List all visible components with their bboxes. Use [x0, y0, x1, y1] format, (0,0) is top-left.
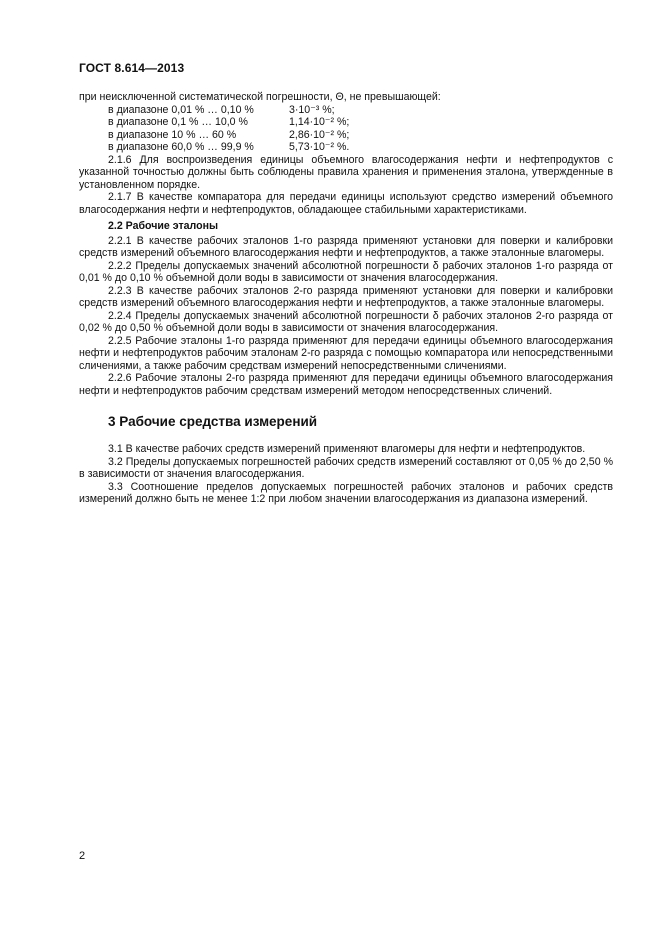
range-row [79, 104, 613, 117]
paragraph-2-2-4: 2.2.4 Пределы допускаемых значений абсолютной погрешности δ рабочих эталонов 2-го разряда от 0,02 % до 0,50 % объемной доли воды в зависимости от значения влагосодержания. [79, 309, 613, 334]
error-range-list [79, 104, 613, 154]
paragraph-2-1-7: 2.1.7 В качестве компаратора для передачи единицы используют средство измерений объемного влагосодержания нефти и нефтепродуктов, обладающее стабильными характеристиками. [79, 191, 613, 216]
range-label: в диапазоне 0,1 % … 10,0 % [108, 116, 248, 128]
range-label: в диапазоне 0,01 % … 0,10 % [108, 103, 254, 116]
range-value: 3·10⁻³ %; [289, 103, 335, 116]
section-heading: 3 Рабочие средства измерений [108, 414, 318, 429]
range-row [79, 116, 613, 129]
range-row [79, 129, 613, 142]
paragraph-2-2-1: 2.2.1 В качестве рабочих эталонов 1-го разряда применяют установки для поверки и калибровки средств измерений объемного влагосодержания нефти и нефтепродуктов, а также эталонные влагомеры. [79, 234, 613, 259]
intro-line: при неисключенной систематической погрешности, Θ, не превышающей: [79, 91, 441, 103]
paragraph-2-2-6: 2.2.6 Рабочие эталоны 2-го разряда применяют для передачи единицы объемного влагосодержания нефти и нефтепродуктов рабочим средствам измерений методом непосредственных сличений. [79, 372, 613, 397]
range-label: в диапазоне 60,0 % … 99,9 % [108, 141, 254, 153]
range-value: 2,86·10⁻² %; [289, 128, 350, 141]
range-row [79, 141, 613, 154]
range-value: 1,14·10⁻² %; [289, 116, 350, 128]
page-number: 2 [79, 850, 86, 862]
paragraph-2-1-6: 2.1.6 Для воспроизведения единицы объемного влагосодержания нефти и нефтепродуктов с указанной точностью должны быть соблюдены правила хранения и применения эталона, утвержденные в установленном порядке. [79, 153, 613, 191]
document-header: ГОСТ 8.614—2013 [79, 61, 185, 75]
page-body [79, 91, 613, 506]
paragraph-3-2: 3.2 Пределы допускаемых погрешностей рабочих средств измерений составляют от 0,05 % до 2,50 % в зависимости от значения влагосодержания. [79, 455, 613, 480]
subsection-heading: 2.2 Рабочие эталоны [108, 220, 219, 232]
range-value: 5,73·10⁻² %. [289, 141, 350, 153]
paragraph-2-2-5: 2.2.5 Рабочие эталоны 1-го разряда применяют для передачи единицы объемного влагосодержания нефти и нефтепродуктов рабочим эталонам 2-го разряда с помощью компаратора или непосредственными сличениями, а также рабочим средствам измерений непосредственными сличениями. [79, 334, 613, 372]
range-label: в диапазоне 10 % … 60 % [108, 128, 237, 141]
paragraph-2-2-3: 2.2.3 В качестве рабочих эталонов 2-го разряда применяют установки для поверки и калибровки средств измерений объемного влагосодержания нефти и нефтепродуктов, а также эталонные влагомеры. [79, 284, 613, 309]
paragraph-2-2-2: 2.2.2 Пределы допускаемых значений абсолютной погрешности δ рабочих эталонов 1-го разряда от 0,01 % до 0,10 % объемной доли воды в зависимости от значения влагосодержания. [79, 259, 613, 284]
paragraph-3-1: 3.1 В качестве рабочих средств измерений применяют влагомеры для нефти и нефтепродуктов. [108, 443, 586, 455]
paragraph-3-3: 3.3 Соотношение пределов допускаемых погрешностей рабочих эталонов и рабочих средств измерений должно быть не менее 1:2 при любом значении влагосодержания из диапазона измерений. [79, 480, 613, 505]
